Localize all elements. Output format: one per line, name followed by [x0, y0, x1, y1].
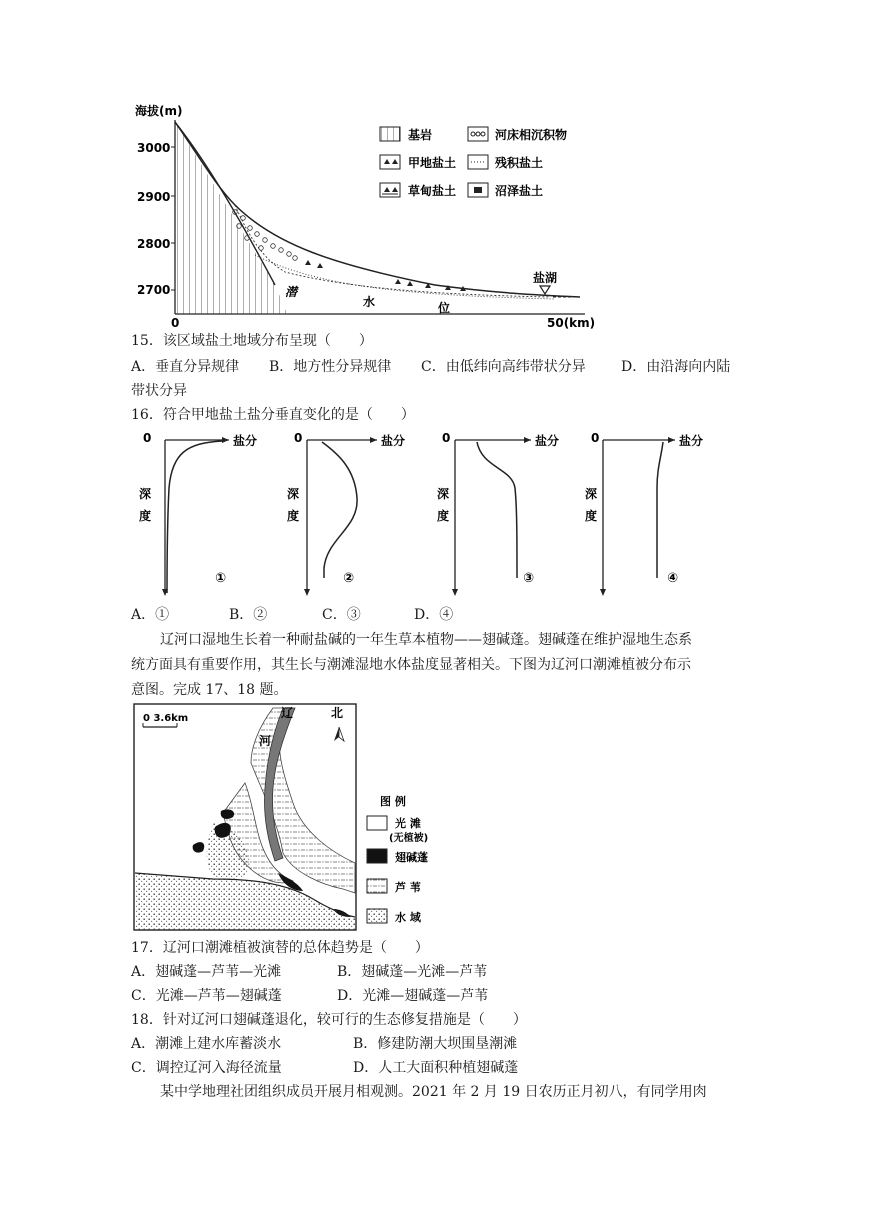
water-table-label: 潜 — [285, 285, 298, 299]
svg-text:0: 0 — [591, 431, 600, 445]
question-16-options — [131, 605, 453, 625]
svg-text:度: 度 — [585, 509, 598, 523]
liaohe-estuary-map — [133, 703, 443, 936]
option-c[interactable]: C．由低纬向高纬带状分异 — [421, 359, 586, 375]
option-d[interactable]: D．④ — [414, 607, 454, 623]
bedrock-area — [175, 122, 287, 314]
legend-item: (无植被) — [389, 833, 429, 844]
question-15-option-d-cont: 带状分异 — [131, 383, 187, 399]
svg-text:盐分: 盐分 — [679, 434, 704, 448]
legend-item: 甲地盐土 — [408, 156, 457, 170]
question-16-stem: 16．符合甲地盐土盐分垂直变化的是（ ） — [131, 407, 415, 423]
profile-panel-4 — [585, 431, 703, 596]
salt-depth-profiles-figure — [137, 428, 717, 600]
question-17-options-row2 — [131, 986, 488, 1006]
svg-text:盐分: 盐分 — [233, 434, 258, 448]
svg-text:④: ④ — [667, 571, 679, 586]
legend-item: 河床相沉积物 — [495, 128, 568, 142]
svg-text:③: ③ — [523, 571, 535, 586]
profile-panel-1 — [139, 431, 257, 596]
option-a[interactable]: A．① — [131, 607, 170, 623]
x-tick: 50(km) — [547, 316, 596, 330]
svg-text:度: 度 — [437, 509, 450, 523]
svg-text:深: 深 — [287, 487, 300, 501]
water-level-icon — [540, 286, 550, 294]
question-15-options — [131, 357, 730, 377]
svg-text:度: 度 — [287, 509, 300, 523]
y-tick: 2800 — [137, 237, 171, 251]
option-a[interactable]: A．垂直分异规律 — [131, 359, 240, 375]
svg-text:深: 深 — [585, 487, 598, 501]
svg-text:0: 0 — [442, 431, 451, 445]
intro-line-2: 统方面具有重要作用，其生长与潮滩湿地水体盐度显著相关。下图为辽河口潮滩植被分布示 — [131, 657, 691, 673]
option-b[interactable]: B．地方性分异规律 — [269, 359, 392, 375]
option-b[interactable]: B．② — [229, 607, 268, 623]
question-18-stem: 18．针对辽河口翅碱蓬退化，较可行的生态修复措施是（ ） — [131, 1012, 527, 1028]
y-tick: 2900 — [137, 190, 171, 204]
option-d[interactable]: D．光滩—翅碱蓬—芦苇 — [337, 988, 489, 1004]
x-tick: 0 — [171, 316, 180, 330]
option-b[interactable]: B．修建防潮大坝围垦潮滩 — [353, 1036, 518, 1052]
y-tick: 3000 — [137, 141, 171, 155]
legend-item: 基岩 — [408, 128, 433, 142]
svg-text:深: 深 — [139, 487, 152, 501]
svg-text:深: 深 — [437, 487, 450, 501]
question-18-options-row2 — [131, 1058, 518, 1078]
river-label: 河 — [259, 734, 272, 748]
svg-text:②: ② — [343, 571, 355, 586]
y-axis-title: 海拔(m) — [135, 104, 183, 118]
question-15-stem: 15．该区域盐土地域分布呈现（ ） — [131, 333, 373, 349]
salt-lake-label: 盐湖 — [533, 271, 558, 285]
option-d[interactable]: D．由沿海向内陆 — [621, 359, 731, 375]
option-d[interactable]: D．人工大面积种植翅碱蓬 — [353, 1060, 519, 1076]
legend-item: 草甸盐土 — [408, 184, 457, 198]
option-c[interactable]: C．调控辽河入海径流量 — [131, 1060, 282, 1076]
option-a[interactable]: A．潮滩上建水库蓄淡水 — [131, 1036, 282, 1052]
profile-panel-2 — [287, 431, 405, 596]
legend-item: 沼泽盐土 — [495, 184, 544, 198]
svg-text:①: ① — [215, 571, 227, 586]
svg-text:盐分: 盐分 — [535, 434, 560, 448]
intro-line-1: 辽河口湿地生长着一种耐盐碱的一年生草本植物——翅碱蓬。翅碱蓬在维护湿地生态系 — [160, 632, 692, 648]
svg-text:0: 0 — [294, 431, 303, 445]
legend — [380, 127, 567, 198]
svg-text:盐分: 盐分 — [381, 434, 406, 448]
intro-line-3: 意图。完成 17、18 题。 — [131, 682, 288, 698]
option-a[interactable]: A．翅碱蓬—芦苇—光滩 — [131, 964, 282, 980]
profile-panel-3 — [437, 431, 559, 596]
option-b[interactable]: B．翅碱蓬—光滩—芦苇 — [337, 964, 488, 980]
svg-text:0: 0 — [143, 431, 152, 445]
legend-title: 图 例 — [380, 795, 406, 808]
north-label: 北 — [331, 706, 344, 720]
legend-item: 残积盐土 — [495, 156, 544, 170]
legend-item: 翅碱蓬 — [395, 851, 428, 864]
svg-text:度: 度 — [139, 509, 152, 523]
question-17-stem: 17．辽河口潮滩植被演替的总体趋势是（ ） — [131, 940, 429, 956]
map-legend — [367, 794, 428, 924]
y-tick: 2700 — [137, 283, 171, 297]
legend-item: 水 域 — [395, 911, 421, 924]
question-18-options-row1 — [131, 1034, 517, 1054]
option-c[interactable]: C．③ — [322, 607, 361, 623]
scale-label: 0 3.6km — [143, 713, 189, 724]
legend-item: 光 滩 — [395, 817, 421, 830]
water-table-label: 位 — [438, 301, 451, 315]
legend-item: 芦 苇 — [395, 881, 421, 894]
elevation-profile-figure — [135, 100, 596, 332]
option-c[interactable]: C．光滩—芦苇—翅碱蓬 — [131, 988, 282, 1004]
next-passage-line: 某中学地理社团组织成员开展月相观测。2021 年 2 月 19 日农历正月初八，有同学用肉 — [160, 1084, 707, 1100]
question-17-options-row1 — [131, 962, 487, 982]
water-table-label: 水 — [363, 295, 376, 309]
river-label: 辽 — [281, 706, 294, 720]
